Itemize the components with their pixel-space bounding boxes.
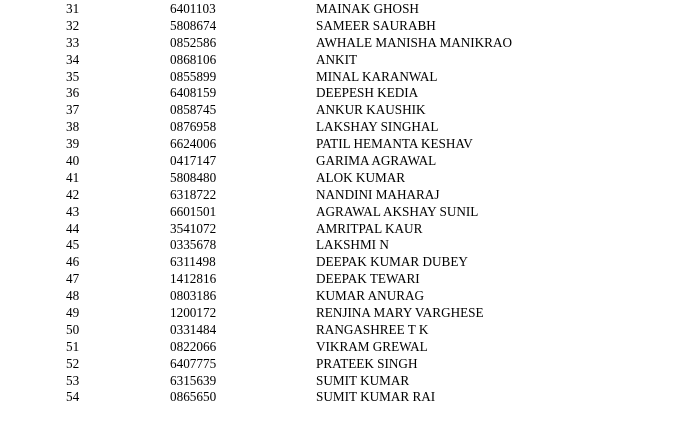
candidate-name: RANGASHREE T K: [316, 321, 429, 337]
candidate-name: LAKSHAY SINGHAL: [316, 119, 439, 135]
list-row: [0, 322, 700, 339]
candidate-name: RENJINA MARY VARGHESE: [316, 305, 484, 321]
list-row: [0, 339, 700, 356]
results-list: [0, 1, 700, 406]
serial-number: 46: [66, 254, 80, 270]
roll-number: 5808674: [170, 17, 217, 33]
candidate-name: KUMAR ANURAG: [316, 288, 425, 304]
list-row: [0, 254, 700, 271]
list-row: [0, 153, 700, 170]
candidate-name: AGRAWAL AKSHAY SUNIL: [316, 203, 479, 219]
list-row: [0, 69, 700, 86]
list-row: [0, 102, 700, 119]
roll-number: 6311498: [170, 254, 216, 270]
candidate-name: AMRITPAL KAUR: [316, 220, 423, 236]
serial-number: 51: [66, 338, 80, 354]
serial-number: 34: [66, 51, 80, 67]
serial-number: 32: [66, 17, 80, 33]
roll-number: 1412816: [170, 271, 217, 287]
list-row: [0, 373, 700, 390]
candidate-name: MAINAK GHOSH: [316, 1, 419, 16]
list-row: [0, 204, 700, 221]
candidate-name: AWHALE MANISHA MANIKRAO: [316, 34, 513, 50]
roll-number: 1200172: [170, 305, 217, 321]
candidate-name: PATIL HEMANTA KESHAV: [316, 136, 473, 152]
candidate-name: GARIMA AGRAWAL: [316, 153, 437, 169]
list-row: [0, 170, 700, 187]
serial-number: 43: [66, 203, 80, 219]
serial-number: 47: [66, 271, 80, 287]
roll-number: 0417147: [170, 153, 217, 169]
candidate-name: PRATEEK SINGH: [316, 355, 418, 371]
candidate-name: DEEPESH KEDIA: [316, 85, 419, 101]
candidate-name: ANKUR KAUSHIK: [316, 102, 426, 118]
serial-number: 48: [66, 288, 80, 304]
list-row: [0, 119, 700, 136]
candidate-name: VIKRAM GREWAL: [316, 338, 428, 354]
list-row: [0, 389, 700, 406]
serial-number: 41: [66, 169, 80, 185]
roll-number: 0822066: [170, 338, 217, 354]
roll-number: 0803186: [170, 288, 217, 304]
list-row: [0, 18, 700, 35]
serial-number: 45: [66, 237, 80, 253]
serial-number: 40: [66, 153, 80, 169]
serial-number: 50: [66, 321, 80, 337]
serial-number: 35: [66, 68, 80, 84]
roll-number: 6401103: [170, 1, 216, 16]
roll-number: 0876958: [170, 119, 217, 135]
serial-number: 38: [66, 119, 80, 135]
candidate-name: ANKIT: [316, 51, 358, 67]
roll-number: 3541072: [170, 220, 217, 236]
list-row: [0, 221, 700, 238]
list-row: [0, 187, 700, 204]
candidate-name: NANDINI MAHARAJ: [316, 186, 440, 202]
list-row: [0, 85, 700, 102]
roll-number: 0865650: [170, 389, 217, 405]
list-row: [0, 52, 700, 69]
serial-number: 31: [66, 1, 80, 16]
list-row: [0, 271, 700, 288]
candidate-name: SAMEER SAURABH: [316, 17, 436, 33]
roll-number: 6408159: [170, 85, 217, 101]
roll-number: 0852586: [170, 34, 217, 50]
list-row: [0, 1, 700, 18]
candidate-name: LAKSHMI N: [316, 237, 389, 253]
serial-number: 54: [66, 389, 80, 405]
roll-number: 0868106: [170, 51, 217, 67]
list-row: [0, 288, 700, 305]
candidate-name: MINAL KARANWAL: [316, 68, 438, 84]
serial-number: 33: [66, 34, 80, 50]
roll-number: 6407775: [170, 355, 217, 371]
serial-number: 36: [66, 85, 80, 101]
serial-number: 44: [66, 220, 80, 236]
serial-number: 52: [66, 355, 80, 371]
roll-number: 0335678: [170, 237, 217, 253]
serial-number: 49: [66, 305, 80, 321]
roll-number: 0858745: [170, 102, 217, 118]
candidate-name: SUMIT KUMAR RAI: [316, 389, 436, 405]
roll-number: 0331484: [170, 321, 217, 337]
roll-number: 6624006: [170, 136, 217, 152]
list-row: [0, 136, 700, 153]
candidate-name: ALOK KUMAR: [316, 169, 406, 185]
list-row: [0, 356, 700, 373]
list-row: [0, 305, 700, 322]
serial-number: 42: [66, 186, 80, 202]
serial-number: 37: [66, 102, 80, 118]
roll-number: 6315639: [170, 372, 217, 388]
roll-number: 5808480: [170, 169, 217, 185]
list-row: [0, 237, 700, 254]
serial-number: 39: [66, 136, 80, 152]
candidate-name: DEEPAK KUMAR DUBEY: [316, 254, 468, 270]
list-row: [0, 35, 700, 52]
candidate-name: DEEPAK TEWARI: [316, 271, 420, 287]
candidate-name: SUMIT KUMAR: [316, 372, 410, 388]
roll-number: 0855899: [170, 68, 217, 84]
roll-number: 6318722: [170, 186, 217, 202]
serial-number: 53: [66, 372, 80, 388]
roll-number: 6601501: [170, 203, 217, 219]
